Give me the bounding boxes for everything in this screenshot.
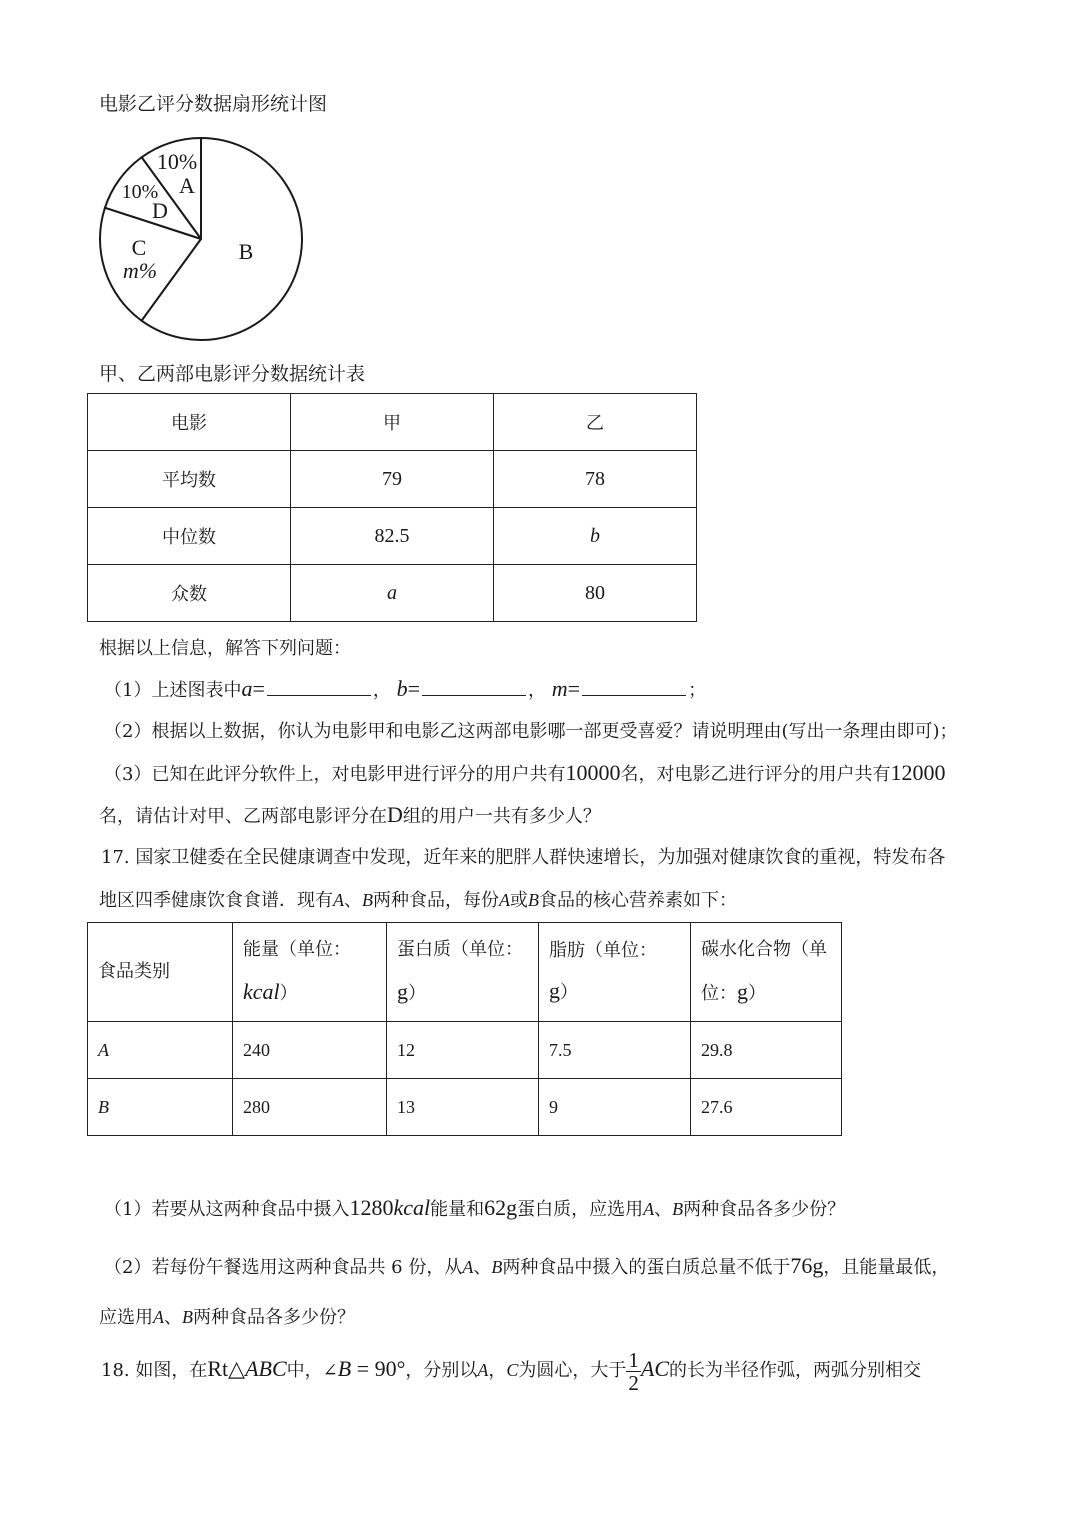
q17-part1: （1）若要从这两种食品中摄入1280kcal能量和62g蛋白质，应选用A、B两种食品各多少份？ (104, 1195, 846, 1220)
answer-blank-a (267, 677, 371, 696)
table-row (88, 923, 842, 1022)
answer-blank-m (582, 677, 686, 696)
table-cell: 82.5 (291, 508, 494, 565)
pie-label-c-percent: m% (122, 258, 158, 283)
table-row (88, 508, 697, 565)
table-cell: 中位数 (88, 508, 291, 565)
answer-blank-b (422, 677, 526, 696)
pie-label-a-percent: 10% (156, 149, 198, 174)
pie-chart (90, 128, 320, 348)
q16-intro: 根据以上信息，解答下列问题： (99, 638, 351, 659)
fraction-one-half: $\frac{1}{2}$ (628, 1347, 639, 1395)
pie-label-d-percent: 10% (121, 181, 159, 203)
q17-part2-line1: （2）若每份午餐选用这两种食品共 6 份，从A、B两种食品中摄入的蛋白质总量不低于76g，且能量最低， (104, 1253, 950, 1278)
table-header-cell: 蛋白质（单位： g） (387, 923, 539, 1022)
table-header-cell: 能量（单位： kcal） (233, 923, 387, 1022)
table-cell: 78 (494, 451, 697, 508)
pie-label-c-letter: C (131, 235, 147, 260)
table-cell: 280 (233, 1079, 387, 1136)
table1-title: 甲、乙两部电影评分数据统计表 (99, 363, 366, 385)
table-header-cell: 碳水化合物（单 位：g） (691, 923, 842, 1022)
table-header-cell: 食品类别 (88, 923, 233, 1022)
pie-label-b-letter: B (238, 239, 254, 264)
table-cell: b (494, 508, 697, 565)
table-cell: 平均数 (88, 451, 291, 508)
q16-part1: （1）上述图表中a= ， b= ， m= ； (104, 676, 707, 701)
table-header-cell: 甲 (291, 394, 494, 451)
table-row (88, 451, 697, 508)
table-cell: 7.5 (539, 1022, 691, 1079)
table-cell: 80 (494, 565, 697, 622)
q17-part2-line2: 应选用A、B两种食品各多少份？ (99, 1307, 355, 1328)
table-cell: a (291, 565, 494, 622)
pie-label-d-letter: D (152, 198, 168, 223)
table-row (88, 565, 697, 622)
table-cell: B (88, 1079, 233, 1136)
table-cell: 29.8 (691, 1022, 842, 1079)
pie-chart-title: 电影乙评分数据扇形统计图 (99, 93, 328, 115)
q18-line1: 18. 如图，在Rt△ABC中，∠B = 90°，分别以A，C为圆心，大于 $\frac{1}{2}$ AC的长为半径作弧，两弧分别相交 (101, 1347, 922, 1395)
q17-line2: 地区四季健康饮食食谱．现有A、B两种食品，每份A或B食品的核心营养素如下： (99, 890, 737, 911)
q16-part3-line2: 名，请估计对甲、乙两部电影评分在D组的用户一共有多少人？ (99, 802, 601, 827)
movie-stats-table (87, 393, 697, 622)
pie-label-a-letter: A (179, 173, 195, 198)
table-cell: 众数 (88, 565, 291, 622)
table-cell: 12 (387, 1022, 539, 1079)
q16-part3-line1: （3）已知在此评分软件上，对电影甲进行评分的用户共有10000名，对电影乙进行评分的用户共有12000 (104, 760, 946, 785)
q17-line1: 17. 国家卫健委在全民健康调查中发现，近年来的肥胖人群快速增长，为加强对健康饮食的重视，特发布各 (101, 847, 946, 868)
table-cell: A (88, 1022, 233, 1079)
table-cell: 9 (539, 1079, 691, 1136)
table-row (88, 394, 697, 451)
table-header-cell: 脂肪（单位：g） (539, 923, 691, 1022)
nutrition-table (87, 922, 842, 1136)
table-cell: 27.6 (691, 1079, 842, 1136)
table-row (88, 1022, 842, 1079)
table-header-cell: 电影 (88, 394, 291, 451)
table-cell: 240 (233, 1022, 387, 1079)
table-cell: 79 (291, 451, 494, 508)
table-header-cell: 乙 (494, 394, 697, 451)
table-cell: 13 (387, 1079, 539, 1136)
pie-chart-slices (100, 138, 302, 340)
q16-part2: （2）根据以上数据，你认为电影甲和电影乙这两部电影哪一部更受喜爱？请说明理由(写出一条理由即可)； (104, 721, 958, 742)
table-row (88, 1079, 842, 1136)
